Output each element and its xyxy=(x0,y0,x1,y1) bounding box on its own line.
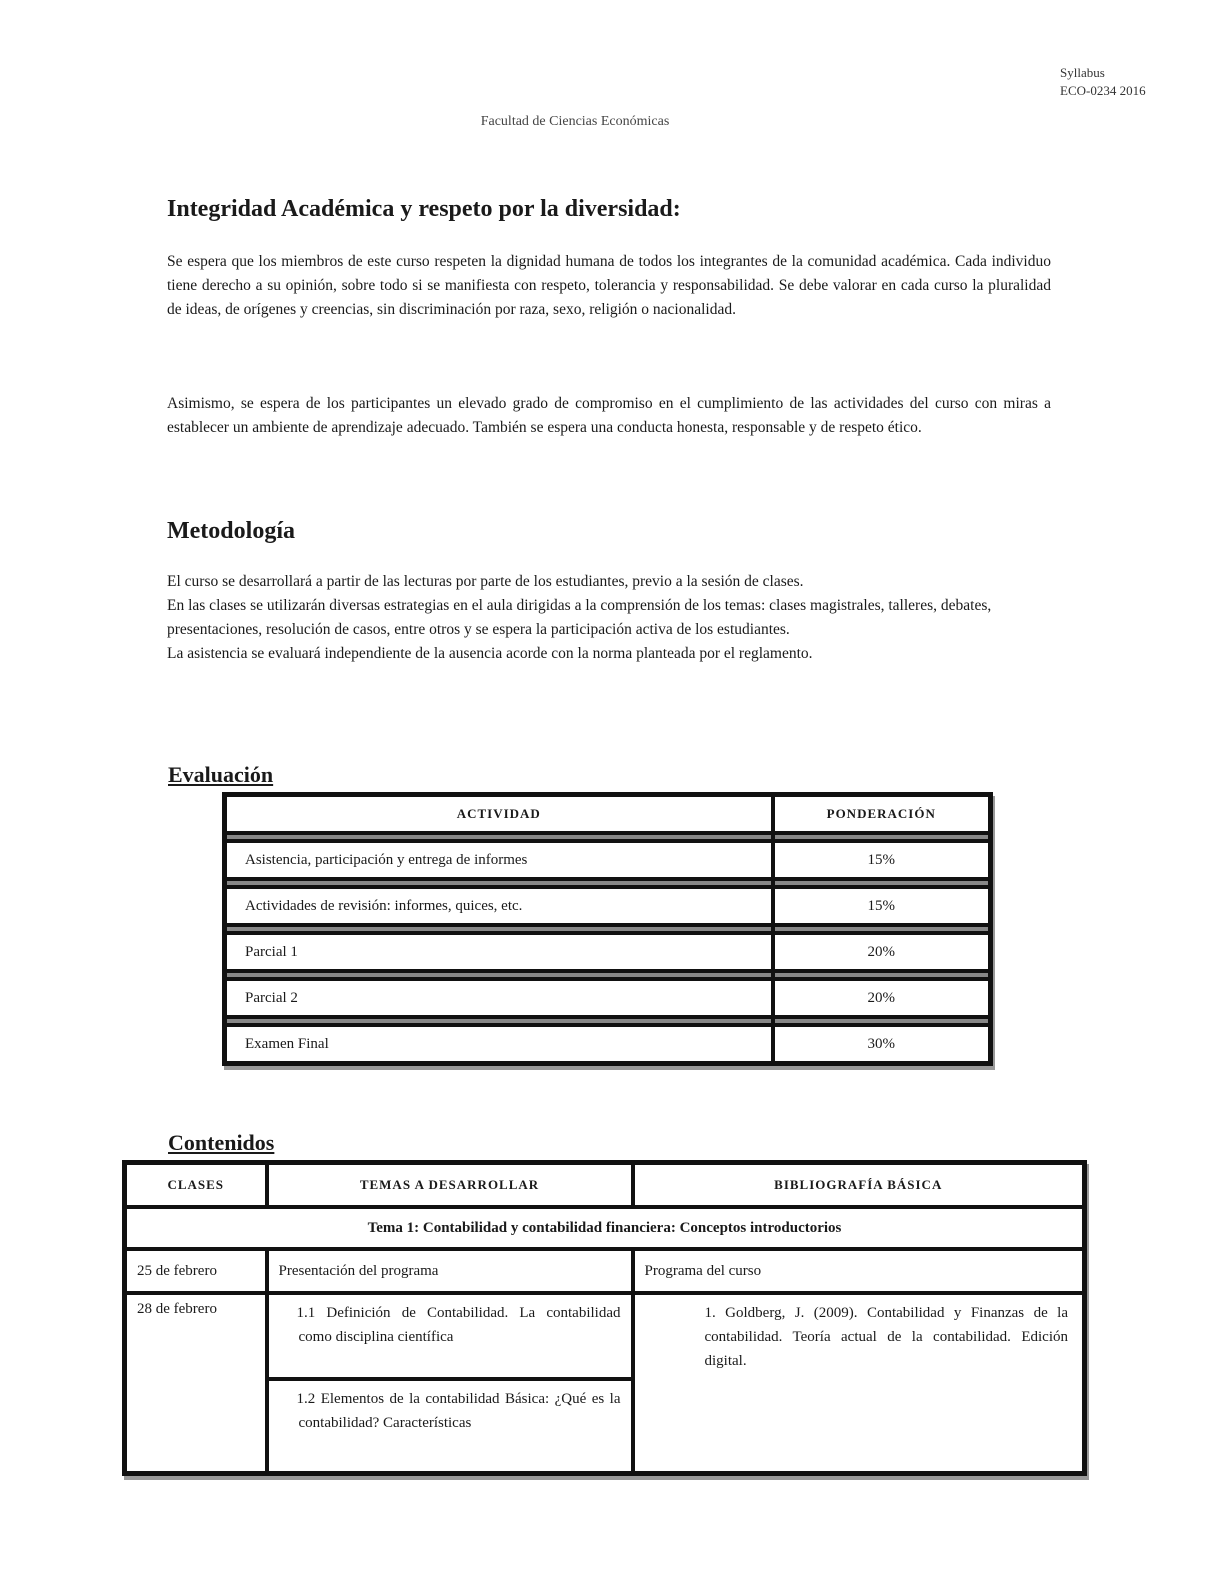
corner-note-line-1: Syllabus xyxy=(1060,65,1105,80)
header-actividad: ACTIVIDAD xyxy=(225,795,773,834)
contenidos-title: Contenidos xyxy=(168,1130,275,1155)
table-header-row xyxy=(125,1163,1085,1208)
integridad-paragraph-1: Se espera que los miembros de este curso respeten la dignidad humana de todos los integrantes de la comunidad académica. Cada individuo tiene derecho a su opinión, sobre todo si se manifiesta con respeto, tolerancia y responsabilidad. Se debe valorar en cada curso la pluralidad de ideas, de orígenes y creencias, sin discriminación por raza, sexo, religión o nacionalidad. xyxy=(167,253,1051,318)
header-temas: TEMAS A DESARROLLAR xyxy=(267,1163,633,1208)
ponderacion-cell: 15% xyxy=(773,841,991,879)
tema-desarrollar-cell xyxy=(267,1293,633,1379)
evaluacion-title: Evaluación xyxy=(168,762,274,787)
ponderacion-cell: 30% xyxy=(773,1025,991,1064)
clase-cell: 25 de febrero xyxy=(125,1249,267,1293)
table-row xyxy=(225,841,991,879)
bibliografia-cell xyxy=(633,1293,1085,1474)
table-row xyxy=(225,979,991,1017)
metodologia-line: En las clases se utilizarán diversas estrategias en el aula dirigidas a la comprensión de los temas: clases magistrales, talleres, debates, presentaciones, resolución de casos, entre otros y se espera la participación activa de los estudiantes. xyxy=(167,597,992,638)
corner-note xyxy=(1060,64,1146,100)
metodologia-title: Metodología xyxy=(167,518,295,544)
bibliografia-cell: Programa del curso xyxy=(633,1249,1085,1293)
actividad-cell: Parcial 2 xyxy=(225,979,773,1017)
metodologia-line: La asistencia se evaluará independiente de la ausencia acorde con la norma planteada por el reglamento. xyxy=(167,645,813,662)
tema-item: 1.1 Definición de Contabilidad. La contabilidad como disciplina científica xyxy=(296,1305,621,1345)
table-row xyxy=(125,1293,1085,1379)
integridad-title: Integridad Académica y respeto por la diversidad: xyxy=(167,196,681,222)
clase-cell: 28 de febrero xyxy=(125,1293,267,1474)
table-row xyxy=(225,887,991,925)
ponderacion-cell: 20% xyxy=(773,979,991,1017)
tema-desarrollar-cell xyxy=(267,1379,633,1474)
integridad-paragraph-2-wrap xyxy=(167,392,1051,440)
actividad-cell: Parcial 1 xyxy=(225,933,773,971)
table-row xyxy=(225,933,991,971)
integridad-section xyxy=(167,196,1051,223)
integridad-paragraph-1-wrap xyxy=(167,250,1051,322)
header-bibliografia: BIBLIOGRAFÍA BÁSICA xyxy=(633,1163,1085,1208)
table-row xyxy=(225,1025,991,1064)
metodologia-line: El curso se desarrollará a partir de las lecturas por parte de los estudiantes, previo a la sesión de clases. xyxy=(167,573,804,590)
header-clases: CLASES xyxy=(125,1163,267,1208)
tema-item: 1.2 Elementos de la contabilidad Básica: ¿Qué es la contabilidad? Características xyxy=(296,1391,621,1431)
header-ponderacion: PONDERACIÓN xyxy=(773,795,991,834)
actividad-cell: Actividades de revisión: informes, quices, etc. xyxy=(225,887,773,925)
evaluacion-table xyxy=(222,792,993,1066)
actividad-cell: Examen Final xyxy=(225,1025,773,1064)
tema-desarrollar-cell: Presentación del programa xyxy=(267,1249,633,1293)
metodologia-section xyxy=(167,518,1051,545)
tema-cell: Tema 1: Contabilidad y contabilidad financiera: Conceptos introductorios xyxy=(125,1207,1085,1249)
ponderacion-cell: 15% xyxy=(773,887,991,925)
ponderacion-cell: 20% xyxy=(773,933,991,971)
tema-row xyxy=(125,1207,1085,1249)
running-header: Facultad de Ciencias Económicas xyxy=(480,114,670,129)
integridad-paragraph-2: Asimismo, se espera de los participantes un elevado grado de compromiso en el cumplimiento de las actividades del curso con miras a establecer un ambiente de aprendizaje adecuado. También se espera una conducta honesta, responsable y de respeto ético. xyxy=(167,395,1051,436)
metodologia-text xyxy=(167,570,1027,666)
corner-note-line-2: ECO-0234 2016 xyxy=(1060,83,1146,98)
table-row xyxy=(125,1249,1085,1293)
bibliografia-item: 1. Goldberg, J. (2009). Contabilidad y Finanzas de la contabilidad. Teoría actual de la contabilidad. Edición digital. xyxy=(704,1305,1068,1369)
contenidos-table xyxy=(122,1160,1087,1476)
table-header-row xyxy=(225,795,991,834)
actividad-cell: Asistencia, participación y entrega de informes xyxy=(225,841,773,879)
